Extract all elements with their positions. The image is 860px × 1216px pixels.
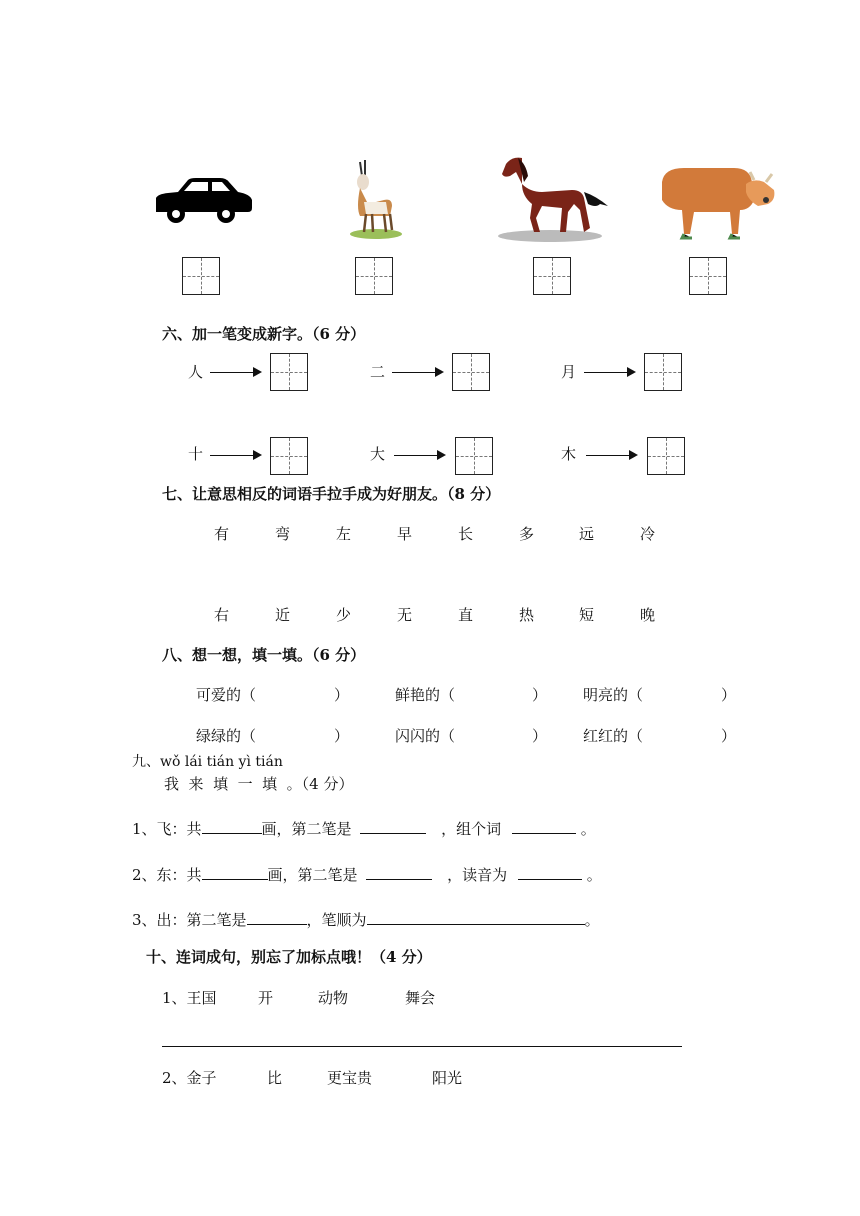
q8-item-4: 绿绿的（ xyxy=(196,727,257,745)
q9-l2-d: 。 xyxy=(586,866,602,884)
q10-title: 十、连词成句，别忘了加标点哦！（4 分） xyxy=(146,948,432,966)
arrow-icon xyxy=(210,455,260,456)
car-image xyxy=(150,170,256,230)
q7-word-top: 多 xyxy=(519,525,535,543)
q8-close-2: ） xyxy=(532,686,548,704)
q9-line-2 xyxy=(132,868,602,883)
q7-word-top: 早 xyxy=(397,525,413,543)
q9-l1-d: 。 xyxy=(580,820,596,838)
blank-field[interactable] xyxy=(518,878,582,880)
q6-title: 六、加一笔变成新字。（6 分） xyxy=(162,325,366,343)
q7-word-bottom: 短 xyxy=(579,606,595,624)
q8-item-6: 红红的（ xyxy=(583,727,644,745)
arrow-icon xyxy=(584,372,634,373)
q10-s1-word: 舞会 xyxy=(405,989,436,1007)
q6-char-1: 人 xyxy=(188,363,204,381)
q10-s1-word: 1、王国 xyxy=(162,989,217,1007)
q6-box-5[interactable] xyxy=(455,437,493,475)
q8-close-1: ） xyxy=(334,686,350,704)
q10-s2-word: 2、金子 xyxy=(162,1069,217,1087)
q8-close-5: ） xyxy=(532,727,548,745)
q8-item-5: 闪闪的（ xyxy=(395,727,456,745)
arrow-icon xyxy=(392,372,442,373)
cow-image xyxy=(654,160,778,240)
q9-l2-c: ，读音为 xyxy=(447,866,508,884)
q10-s2-word: 阳光 xyxy=(432,1069,463,1087)
answer-box-antelope[interactable] xyxy=(355,257,393,295)
q6-box-6[interactable] xyxy=(647,437,685,475)
q9-line-3 xyxy=(132,913,600,928)
q6-box-3[interactable] xyxy=(644,353,682,391)
q9-l2-b: 画，第二笔是 xyxy=(267,866,358,884)
answer-line[interactable] xyxy=(162,1046,682,1047)
q10-s2-word: 比 xyxy=(267,1069,283,1087)
q6-char-4: 十 xyxy=(188,445,204,463)
q6-char-2: 二 xyxy=(370,363,386,381)
q9-l3-c: 。 xyxy=(584,911,600,929)
blank-field[interactable] xyxy=(366,878,432,880)
q7-word-bottom: 无 xyxy=(397,606,413,624)
blank-field[interactable] xyxy=(360,832,426,834)
q10-s1-word: 动物 xyxy=(318,989,349,1007)
q7-word-top: 有 xyxy=(214,525,230,543)
q6-box-1[interactable] xyxy=(270,353,308,391)
arrow-icon xyxy=(586,455,636,456)
q9-pinyin: 九、wǒ lái tián yì tián xyxy=(132,754,283,770)
blank-field[interactable] xyxy=(202,878,268,880)
q9-l3-b: ，笔顺为 xyxy=(306,911,367,929)
q9-l2-a: 2、东：共 xyxy=(132,866,202,884)
q7-word-bottom: 热 xyxy=(519,606,535,624)
q8-title: 八、想一想，填一填。（6 分） xyxy=(162,646,366,664)
q9-l1-c: ，组个词 xyxy=(441,820,502,838)
q7-word-top: 弯 xyxy=(275,525,291,543)
answer-box-horse[interactable] xyxy=(533,257,571,295)
q8-item-1: 可爱的（ xyxy=(196,686,257,704)
answer-box-car[interactable] xyxy=(182,257,220,295)
blank-field[interactable] xyxy=(247,923,307,925)
blank-field[interactable] xyxy=(367,923,585,925)
q8-close-3: ） xyxy=(721,686,737,704)
q9-l3-a: 3、出：第二笔是 xyxy=(132,911,247,929)
q7-title: 七、让意思相反的词语手拉手成为好朋友。（8 分） xyxy=(162,485,501,503)
q6-box-4[interactable] xyxy=(270,437,308,475)
q8-close-6: ） xyxy=(721,727,737,745)
q7-word-bottom: 晚 xyxy=(640,606,656,624)
q10-s2-word: 更宝贵 xyxy=(327,1069,373,1087)
q8-item-3: 明亮的（ xyxy=(583,686,644,704)
q7-word-bottom: 近 xyxy=(275,606,291,624)
q9-l1-b: 画，第二笔是 xyxy=(261,820,352,838)
blank-field[interactable] xyxy=(202,832,262,834)
antelope-image xyxy=(346,158,406,240)
q7-word-top: 左 xyxy=(336,525,352,543)
arrow-icon xyxy=(394,455,444,456)
q7-word-top: 长 xyxy=(458,525,474,543)
blank-field[interactable] xyxy=(512,832,576,834)
q7-word-top: 冷 xyxy=(640,525,656,543)
answer-box-cow[interactable] xyxy=(689,257,727,295)
q9-line-1 xyxy=(132,822,596,837)
q6-char-6: 木 xyxy=(561,445,577,463)
q7-word-bottom: 直 xyxy=(458,606,474,624)
arrow-icon xyxy=(210,372,260,373)
q8-item-2: 鲜艳的（ xyxy=(395,686,456,704)
q6-char-5: 大 xyxy=(370,445,386,463)
q6-char-3: 月 xyxy=(561,363,577,381)
horse-image xyxy=(492,152,612,246)
q6-box-2[interactable] xyxy=(452,353,490,391)
q9-l1-a: 1、飞：共 xyxy=(132,820,202,838)
q7-word-bottom: 少 xyxy=(336,606,352,624)
q7-word-bottom: 右 xyxy=(214,606,230,624)
q10-s1-word: 开 xyxy=(258,989,274,1007)
q7-word-top: 远 xyxy=(579,525,595,543)
q9-title: 我 来 填 一 填 。（4 分） xyxy=(164,775,354,793)
q8-close-4: ） xyxy=(334,727,350,745)
